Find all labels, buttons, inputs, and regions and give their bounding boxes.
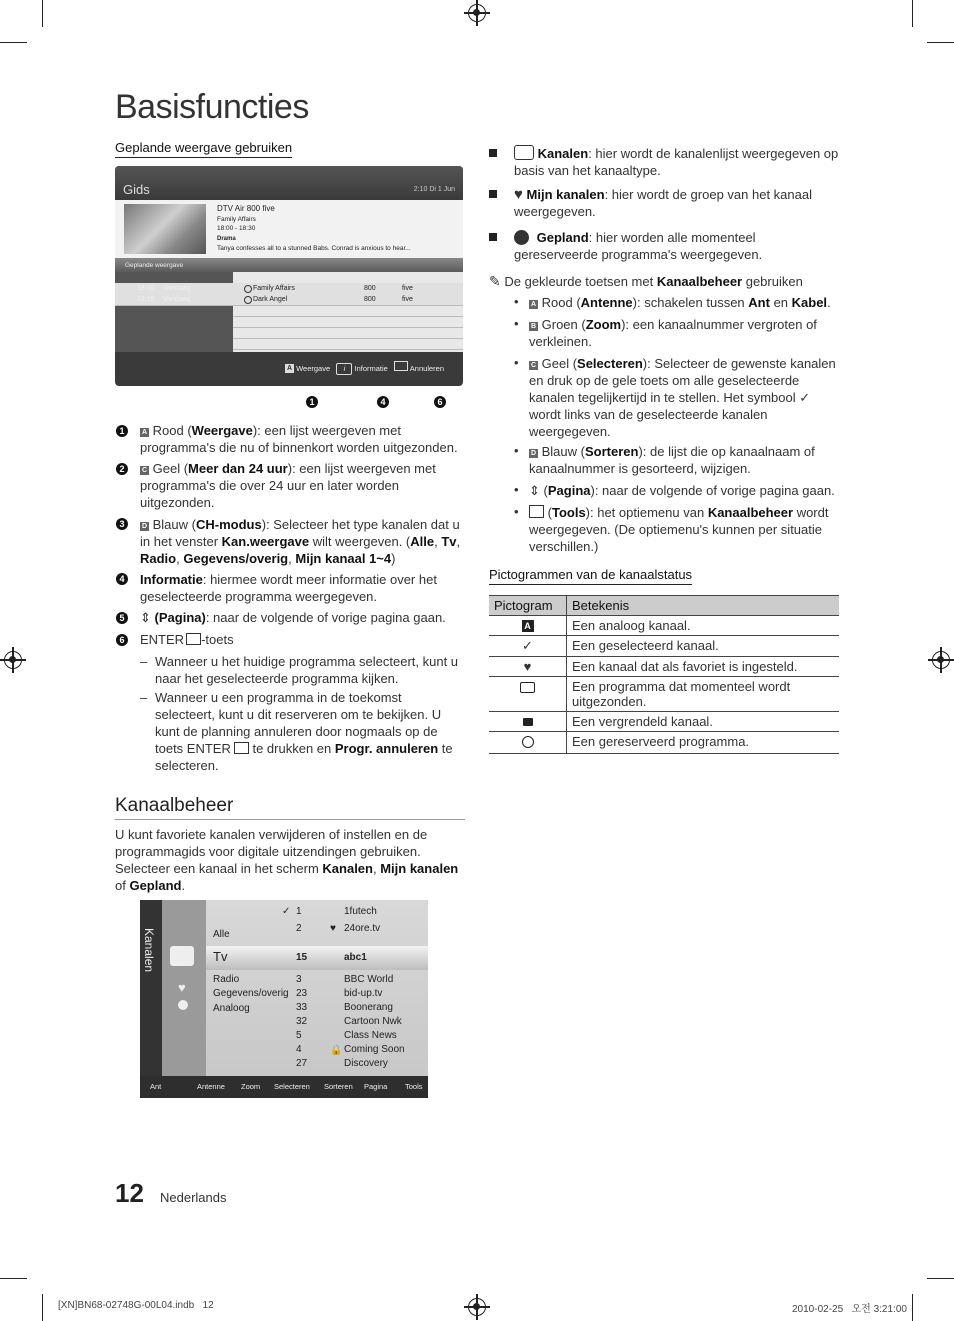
item-bold: Kan.weergave: [221, 534, 310, 549]
table-row: [489, 616, 839, 636]
type-radio[interactable]: Radio: [213, 974, 240, 985]
item-bold: Zoom: [585, 317, 622, 332]
item-bold: Gegevens/overig: [183, 551, 289, 566]
clock-icon: [244, 296, 252, 304]
bar-sorteren-button[interactable]: Sorteren: [324, 1082, 353, 1091]
item-bold: Mijn kanalen: [380, 861, 459, 876]
dash-item-1: Wanneer u het huidige programma selecteert, kunt u naar het geselecteerde programma kijken.: [155, 654, 459, 686]
item-text: Rood (: [541, 295, 581, 310]
yellow-key-icon: C: [141, 467, 148, 474]
registration-mark-icon: [468, 1298, 486, 1316]
sub-item-blauw: [529, 443, 839, 477]
channel-name[interactable]: Boonerang: [344, 1002, 393, 1013]
item-1: [140, 422, 465, 456]
program-time: 18:00 - 18:30: [217, 225, 256, 232]
channel-number: 15: [296, 952, 308, 963]
sub-bullet: •: [514, 316, 519, 331]
channel-manager-screen: [140, 900, 428, 1098]
right-item-gepland: [514, 229, 839, 263]
row-day: Vandaag: [163, 296, 191, 303]
row-time: 19:15: [137, 296, 155, 303]
type-gegevens[interactable]: Gegevens/overig: [213, 988, 289, 999]
table-cell: Een programma dat momenteel wordt uitgezonden.: [567, 677, 840, 712]
callout-4: 4: [377, 396, 389, 408]
crop-mark: [42, 0, 43, 27]
item-text: Groen (: [541, 317, 586, 332]
page-title: Basisfuncties: [115, 88, 309, 126]
crop-mark: [912, 0, 913, 27]
enter-icon: [234, 742, 249, 754]
table-row: [489, 732, 839, 754]
item-text: : hier wordt de kanalenlijst weergegeven op basis van het kanaaltype.: [514, 146, 839, 178]
clock-icon: [522, 736, 534, 748]
square-bullet: [489, 190, 497, 198]
channels-icon: [514, 145, 534, 160]
lock-icon: 🔒: [330, 1045, 343, 1056]
row-name: five: [402, 296, 413, 303]
item-text: ): een lijst weergeven met programma's die nu of binnenkort worden uitgezonden.: [140, 423, 458, 455]
red-key-icon: A: [141, 429, 148, 436]
col-betekenis: Betekenis: [567, 596, 840, 616]
item-number: 6: [116, 634, 128, 646]
col-pictogram: Pictogram: [489, 596, 567, 616]
item-number: 3: [116, 518, 128, 530]
item-bold: Weergave: [191, 423, 253, 438]
item-bold: Radio: [140, 551, 177, 566]
bar-pagina-button[interactable]: Pagina: [364, 1082, 388, 1091]
table-cell: Een kanaal dat als favoriet is ingesteld.: [567, 657, 840, 677]
item-text: (: [543, 483, 548, 498]
callout-6: 6: [434, 396, 446, 408]
item-bold: Mijn kanalen: [526, 187, 605, 202]
guide-button-bar: [285, 361, 444, 375]
item-text: Geel (: [541, 356, 578, 371]
channel-number: 27: [296, 1058, 308, 1069]
tv-icon: [520, 682, 535, 693]
updown-icon: ⇕: [529, 483, 540, 498]
item-bold: Sorteren: [584, 444, 639, 459]
green-key-icon: B: [530, 323, 537, 330]
item-text: ): naar de volgende of vorige pagina gaan.: [590, 483, 835, 498]
item-text: U kunt favoriete kanalen verwijderen of instellen en de programmagids voor digitale uitzendingen gebruiken. Selecteer een kanaal in het scherm: [115, 827, 428, 876]
type-tv[interactable]: Tv: [213, 949, 228, 964]
sub-item-tools: [529, 504, 839, 555]
row-title: Family Affairs: [253, 285, 295, 292]
program-show: Family Affairs: [217, 216, 256, 223]
item-text: ENTER: [140, 632, 185, 647]
blue-key-icon: D: [530, 450, 537, 457]
note-pencil-icon: ✎: [489, 273, 501, 289]
item-2: [140, 460, 440, 511]
row-title: Dark Angel: [253, 296, 288, 303]
item-text: of: [115, 878, 130, 893]
sub-item-rood: [529, 294, 839, 311]
check-icon: ✓: [282, 906, 291, 917]
registration-mark-icon: [468, 4, 486, 22]
channel-number: 32: [296, 1016, 308, 1027]
weergave-button[interactable]: Weergave: [296, 364, 331, 373]
row-name: five: [402, 285, 413, 292]
guide-screen: [115, 166, 463, 386]
item-text: Blauw (: [152, 517, 196, 532]
callout-1: 1: [306, 396, 318, 408]
item-text: -toets: [201, 632, 234, 647]
status-icon-table: [489, 595, 839, 754]
item-text: wordt weergegeven. (De optiemenu's kunnen per situatie verschillen.): [529, 505, 829, 554]
lock-icon: [523, 718, 533, 726]
item-text: : hier worden alle momenteel gereserveerde programma's weergegeven.: [514, 230, 763, 262]
heart-icon: ♥: [523, 659, 532, 674]
table-cell: Een geselecteerd kanaal.: [567, 636, 840, 657]
item-bold: Kanaalbeheer: [656, 274, 743, 289]
footer-file: [XN]BN68-02748G-00L04.indb 12: [58, 1300, 214, 1311]
item-text: te drukken en: [248, 741, 335, 756]
item-bold: Pagina: [547, 483, 591, 498]
sub-bullet: •: [514, 504, 519, 519]
channel-name[interactable]: Class News: [344, 1030, 397, 1041]
bar-selecteren-button[interactable]: Selecteren: [274, 1082, 310, 1091]
item-bold: Alle: [410, 534, 435, 549]
table-row: [489, 677, 839, 712]
selected-row-highlight: [206, 946, 428, 970]
sub-bullet: •: [514, 443, 519, 458]
program-description: Tanya confesses all to a stunned Babs. Conrad is anxious to hear...: [217, 245, 411, 252]
channel-number: 4: [296, 1044, 302, 1055]
row-day: Vandaag: [163, 285, 191, 292]
dash-bullet: –: [140, 690, 148, 705]
item-bold: (Pagina): [154, 610, 206, 625]
channel-name[interactable]: Cartoon Nwk: [344, 1016, 402, 1027]
section-heading-pictogrammen: Pictogrammen van de kanaalstatus: [489, 567, 692, 585]
item-6: [140, 631, 465, 648]
check-icon: ✓: [522, 638, 533, 653]
item-text: ): Selecteer de gewenste kanalen en druk op de gele toets om alle geselecteerde kanalen tegelijkertijd in te stellen. Het symbool: [529, 356, 836, 405]
table-header: [489, 596, 839, 616]
kanaalbeheer-intro: U kunt favoriete kanalen verwijderen of instellen en de programmagids voor digitale uitzendingen gebruiken. Selecteer een kanaal in het scherm Kanalen, Mijn kanalen of Gepland.: [115, 827, 459, 893]
table-row: [489, 636, 839, 657]
channel-name[interactable]: Coming Soon: [344, 1044, 405, 1055]
heart-icon: ♥: [514, 186, 523, 203]
program-channel: DTV Air 800 five: [217, 204, 275, 213]
crop-mark: [0, 1278, 27, 1279]
guide-list: [115, 272, 463, 352]
heart-icon: ♥: [330, 923, 336, 934]
item-text: Wanneer u een programma in de toekomst selecteert, kunt u dit reserveren om te bekijken. U kunt de planning annuleren door nogmaals op de toets ENTER: [155, 690, 442, 756]
item-text: : hiermee wordt meer informatie over het geselecteerde programma weergegeven.: [140, 572, 437, 604]
right-item-kanalen: [514, 145, 839, 179]
square-bullet: [489, 233, 497, 241]
item-number: 5: [116, 612, 128, 624]
item-text: ): schakelen tussen: [632, 295, 749, 310]
item-text: ): Selecteer het type kanalen dat u in het venster: [140, 517, 460, 549]
informatie-button[interactable]: Informatie: [354, 364, 388, 373]
item-text: gebruiken: [742, 274, 803, 289]
section-rule: [115, 819, 465, 820]
item-text: ): een kanaalnummer vergroten of verkleinen.: [529, 317, 817, 349]
page-number: 12: [115, 1178, 144, 1208]
item-bold: Selecteren: [577, 356, 643, 371]
section-heading-kanaalbeheer: Kanaalbeheer: [115, 795, 234, 816]
item-text: .: [827, 295, 831, 310]
item-text: Geel (: [152, 461, 189, 476]
registration-mark-icon: [4, 651, 22, 669]
crop-mark: [927, 42, 954, 43]
channel-name[interactable]: 24ore.tv: [344, 923, 381, 934]
item-text: : naar de volgende of vorige pagina gaan.: [205, 610, 446, 625]
item-text: te selecteren.: [155, 741, 453, 773]
item-bold: Gepland: [129, 878, 182, 893]
type-analoog[interactable]: Analoog: [213, 1003, 250, 1014]
row-channel: 800: [364, 296, 376, 303]
item-bold: Meer dan 24 uur: [188, 461, 288, 476]
item-bold: Tv: [441, 534, 457, 549]
guide-clock: 2:10 Di 1 Jun: [413, 186, 455, 193]
program-genre: Drama: [217, 236, 236, 242]
guide-info-panel: [115, 200, 463, 258]
guide-row-empty: [233, 338, 463, 350]
item-bold: CH-modus: [195, 517, 262, 532]
blue-key-icon: D: [141, 523, 148, 530]
item-bold: Ant: [748, 295, 770, 310]
bar-tools-button[interactable]: Tools: [405, 1082, 423, 1091]
side-tab: [140, 900, 162, 1076]
table-row: [489, 712, 839, 732]
enter-icon: [394, 361, 408, 371]
channel-number: 5: [296, 1030, 302, 1041]
heart-icon[interactable]: ♥: [178, 980, 186, 995]
item-text: ): [391, 551, 396, 566]
check-icon: ✓: [799, 390, 811, 405]
item-bold: Progr. annuleren: [334, 741, 439, 756]
red-key-icon: A: [530, 301, 537, 308]
channel-name[interactable]: abc1: [344, 952, 367, 963]
item-text: De gekleurde toetsen met: [504, 274, 657, 289]
section-heading-geplande: Geplande weergave gebruiken: [115, 140, 292, 158]
row-time: 18:30: [137, 285, 155, 292]
note: [489, 273, 839, 290]
program-thumbnail: [124, 204, 206, 254]
item-bold: Kabel: [791, 295, 828, 310]
item-bold: Kanalen: [537, 146, 589, 161]
table-cell: Een gereserveerd programma.: [567, 732, 840, 754]
row-channel: 800: [364, 285, 376, 292]
item-3: D Blauw (CH-modus): Selecteer het type kanalen dat u in het venster Kan.weergave wilt weergeven. (Alle, Tv, Radio, Gegevens/overig, Mijn kanaal 1~4): [140, 517, 461, 566]
channel-name[interactable]: Discovery: [344, 1058, 388, 1069]
side-tab-label: Kanalen: [142, 928, 156, 973]
guide-band-label: Geplande weergave: [125, 262, 184, 269]
red-key-icon: A: [286, 365, 293, 372]
item-text: (: [547, 505, 552, 520]
registration-mark-icon: [932, 651, 950, 669]
channel-number: 23: [296, 988, 308, 999]
bar-mode: Ant: [150, 1082, 162, 1091]
sub-item-groen: [529, 316, 829, 350]
item-number: 4: [116, 573, 128, 585]
sub-item-geel: [529, 355, 839, 440]
enter-icon: [186, 633, 201, 645]
channel-list: [206, 900, 428, 1076]
item-text: wordt links van de geselecteerde kanalen weergegeven.: [529, 407, 768, 439]
item-text: ): de lijst die op kanaalnaam of kanaalnummer is gesorteerd, wijzigen.: [529, 444, 815, 476]
item-bold: Gepland: [536, 230, 589, 245]
dash-item-2: [155, 689, 465, 774]
item-5: [140, 609, 465, 626]
updown-icon: ⇕: [140, 610, 151, 625]
sub-bullet: •: [514, 482, 519, 497]
channel-name[interactable]: 1futech: [344, 906, 377, 917]
guide-header: [115, 166, 463, 200]
item-bold: Mijn kanaal 1~4: [295, 551, 392, 566]
right-item-mijn: [514, 186, 839, 220]
channel-number: 2: [296, 923, 302, 934]
crop-mark: [0, 42, 27, 43]
dash-bullet: –: [140, 654, 148, 669]
channel-number: 3: [296, 974, 302, 985]
item-bold: Informatie: [140, 572, 203, 587]
item-text: Rood (: [152, 423, 192, 438]
crop-mark: [927, 1278, 954, 1279]
crop-mark: [42, 1294, 43, 1321]
channel-name[interactable]: bid-up.tv: [344, 988, 383, 999]
item-bold: Kanalen: [322, 861, 373, 876]
yellow-key-icon: C: [530, 362, 537, 369]
item-text: en: [769, 295, 792, 310]
page-language: Nederlands: [160, 1190, 227, 1205]
crop-mark: [912, 1294, 913, 1321]
table-cell: Een vergrendeld kanaal.: [567, 712, 840, 732]
annuleren-button[interactable]: Annuleren: [409, 364, 444, 373]
item-number: 1: [116, 425, 128, 437]
clock-icon: [514, 230, 529, 245]
table-row: [489, 657, 839, 677]
channel-number: 33: [296, 1002, 308, 1013]
item-bold: Tools: [551, 505, 586, 520]
guide-band: [115, 258, 463, 272]
sub-item-pagina: [529, 482, 844, 499]
icon-column: [162, 900, 206, 1076]
sub-bullet: •: [514, 294, 519, 309]
bar-antenne-button[interactable]: Antenne: [197, 1082, 225, 1091]
clock-icon: [244, 285, 252, 293]
square-bullet: [489, 149, 497, 157]
item-4: [140, 571, 460, 605]
item-text: ): een lijst weergeven met programma's die over 24 uur en later worden uitgezonden.: [140, 461, 436, 510]
item-bold: Kanaalbeheer: [707, 505, 794, 520]
item-number: 2: [116, 463, 128, 475]
tools-icon: [529, 505, 544, 518]
type-alle[interactable]: Alle: [213, 929, 230, 940]
analog-icon: A: [522, 620, 534, 632]
channel-name[interactable]: BBC World: [344, 974, 394, 985]
channel-number: 1: [296, 906, 302, 917]
item-text: ): het optiemenu van: [585, 505, 708, 520]
sub-bullet: •: [514, 355, 519, 370]
bar-zoom-button[interactable]: Zoom: [241, 1082, 261, 1091]
footer-date: 2010-02-25 오전 3:21:00: [792, 1304, 907, 1315]
item-text: : hier wordt de groep van het kanaal weergegeven.: [514, 187, 812, 219]
item-text: Blauw (: [541, 444, 585, 459]
channels-icon[interactable]: [170, 946, 194, 966]
info-icon: i: [336, 363, 352, 375]
item-bold: Antenne: [580, 295, 633, 310]
table-cell: Een analoog kanaal.: [567, 616, 840, 636]
clock-icon[interactable]: [178, 1000, 188, 1010]
item-text: wilt weergeven. (: [309, 534, 411, 549]
guide-title: Gids: [123, 182, 150, 197]
